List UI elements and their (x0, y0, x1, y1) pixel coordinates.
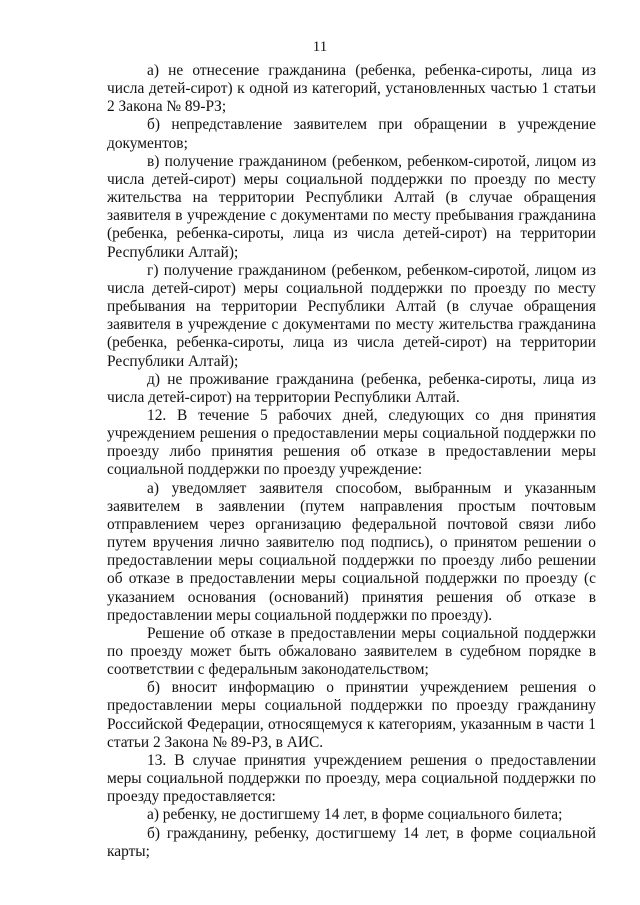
page-number: 11 (312, 39, 328, 55)
paragraph-13a-social-ticket: а) ребенку, не достигшему 14 лет, в форме социального билета; (147, 806, 563, 824)
paragraph-v-residence: в) получение гражданином (ребенком, ребенком-сиротой, лицом из числа детей-сирот) меры социальной поддержки по проезду по месту жительства на территории Республики Алтай (в случае обращения заявителя в учреждение с документами по месту пребывания гражданина (ребенка, ребенка-сироты, лица из числа детей-сирот) на территории Республики Алтай); (107, 152, 596, 261)
paragraph-13-provision-form: 13. В случае принятия учреждением решения о предоставлении меры социальной поддержки по проезду, мера социальной поддержки по проезду предоставляется: (107, 751, 596, 806)
document-body (107, 62, 596, 861)
paragraph-appeal: Решение об отказе в предоставлении меры социальной поддержки по проезду может быть обжаловано заявителем в судебном порядке в соответствии с федеральным законодательством; (107, 624, 596, 679)
paragraph-12b-ais-entry: б) вносит информацию о принятии учреждением решения о предоставлении меры социальной поддержки по проезду гражданину Российской Федерации, относящемуся к категориям, указанным в части 1 статьи 2 Закона № 89-РЗ, в АИС. (107, 679, 596, 751)
paragraph-13b-social-card: б) гражданину, ребенку, достигшему 14 лет, в форме социальной карты; (107, 824, 596, 860)
paragraph-a-not-in-category: а) не отнесение гражданина (ребенка, ребенка-сироты, лица из числа детей-сирот) к одной из категорий, установленных частью 1 статьи 2 Закона № 89-РЗ; (107, 62, 596, 116)
paragraph-d-not-living: д) не проживание гражданина (ребенка, ребенка-сироты, лица из числа детей-сирот) на территории Республики Алтай. (107, 370, 596, 406)
paragraph-g-stay: г) получение гражданином (ребенком, ребенком-сиротой, лицом из числа детей-сирот) меры социальной поддержки по проезду по месту пребывания на территории Республики Алтай (в случае обращения заявителя в учреждение с документами по месту жительства гражданина (ребенка, ребенка-сироты, лица из числа детей-сирот) на территории Республики Алтай); (107, 261, 596, 370)
paragraph-b-no-documents: б) непредставление заявителем при обращении в учреждение документов; (107, 116, 596, 152)
paragraph-12a-notify-applicant: а) уведомляет заявителя способом, выбранным и указанным заявителем в заявлении (путем направления простым почтовым отправлением через организацию федеральной почтовой связи либо путем вручения лично заявителю под подпись), о принятом решении о предоставлении меры социальной поддержки по проезду либо решении об отказе в предоставлении меры социальной поддержки по проезду (с указанием основания (оснований) принятия решения об отказе в предоставлении меры социальной поддержки по проезду). (107, 479, 596, 624)
paragraph-12-notification-term: 12. В течение 5 рабочих дней, следующих со дня принятия учреждением решения о предоставлении меры социальной поддержки по проезду либо принятия решения об отказе в предоставлении меры социальной поддержки по проезду учреждение: (107, 406, 596, 479)
